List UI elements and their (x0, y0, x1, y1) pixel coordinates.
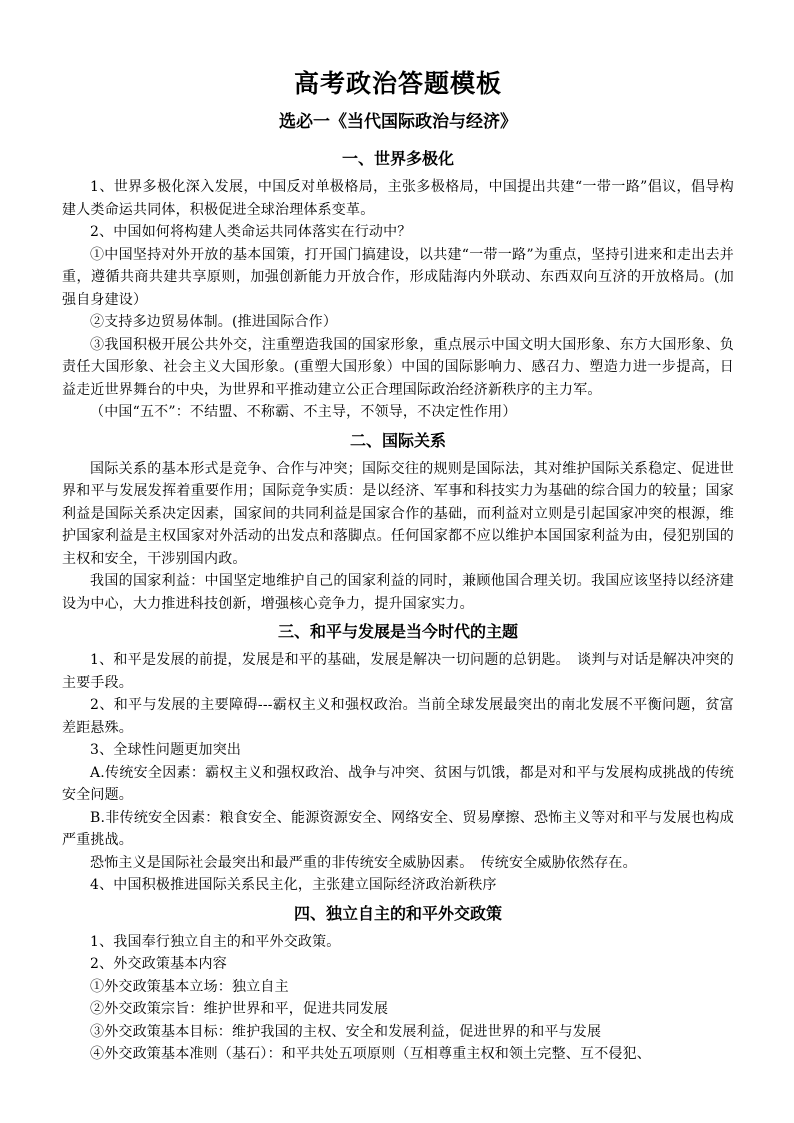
paragraph: 恐怖主义是国际社会最突出和最严重的非传统安全威胁因素。 传统安全威胁依然存在。 (90, 854, 637, 871)
paragraph: ②外交政策宗旨：维护世界和平，促进共同发展 (90, 1001, 389, 1017)
paragraph: 2、和平与发展的主要障碍---霸权主义和强权政治。当前全球发展最突出的南北发展不平衡问题，贫富差距悬殊。 (62, 697, 734, 736)
paragraph: 2、外交政策基本内容 (90, 956, 227, 972)
paragraph: ④外交政策基本准则（基石）：和平共处五项原则（互相尊重主权和领土完整、互不侵犯、 (90, 1046, 651, 1062)
section-heading: 一、世界多极化 (341, 149, 454, 168)
paragraph: 1、和平是发展的前提，发展是和平的基础，发展是解决一切问题的总钥匙。 谈判与对话是解决冲突的主要手段。 (62, 652, 734, 691)
paragraph: 1、我国奉行独立自主的和平外交政策。 (90, 933, 341, 950)
paragraph: A.传统安全因素：霸权主义和强权政治、战争与冲突、贫困与饥饿，都是对和平与发展构成挑战的传统安全问题。 (62, 764, 734, 803)
paragraph: 3、全球性问题更加突出 (90, 742, 242, 758)
section-heading: 三、和平与发展是当今时代的主题 (277, 622, 518, 641)
section-heading: 四、独立自主的和平外交政策 (293, 903, 502, 923)
document-subtitle: 选必一《当代国际政治与经济》 (279, 112, 517, 132)
section-independent-peaceful-foreign-policy (62, 897, 734, 1066)
paragraph: ③外交政策基本目标：维护我国的主权、安全和发展利益，促进世界的和平与发展 (90, 1023, 602, 1040)
paragraph: ①中国坚持对外开放的基本国策，打开国门搞建设，以共建“一带一路”为重点，坚持引进来和走出去并重，遵循共商共建共享原则，加强创新能力开放合作，形成陆海内外联动、东西双向互济的开放格局。(加强自身建设） (62, 246, 734, 308)
section-peace-and-development (62, 615, 734, 897)
document-page (62, 62, 734, 1066)
paragraph: 1、世界多极化深入发展，中国反对单极格局，主张多极格局，中国提出共建“一带一路”倡议，倡导构建人类命运共同体，积极促进全球治理体系变革。 (62, 179, 734, 218)
paragraph: ②支持多边贸易体制。(推进国际合作） (90, 314, 338, 330)
paragraph: 4、中国积极推进国际关系民主化，主张建立国际经济政治新秩序 (90, 877, 497, 893)
paragraph: ③我国积极开展公共外交，注重塑造我国的国家形象，重点展示中国文明大国形象、东方大国形象、负责任大国形象、社会主义大国形象。(重塑大国形象）中国的国际影响力、感召力、塑造力进一步提高，日益走近世界舞台的中央，为世界和平推动建立公正合理国际政治经济新秩序的主力军。 (62, 336, 734, 398)
section-world-multipolarization (62, 142, 734, 424)
paragraph: B.非传统安全因素：粮食安全、能源资源安全、网络安全、贸易摩擦、恐怖主义等对和平与发展也构成严重挑战。 (62, 809, 734, 848)
paragraph: 我国的国家利益：中国坚定地维护自己的国家利益的同时，兼顾他国合理关切。我国应该坚持以经济建设为中心，大力推进科技创新，增强核心竞争力，提升国家实力。 (62, 573, 734, 612)
section-heading: 二、国际关系 (349, 430, 446, 450)
section-international-relations (62, 424, 734, 616)
paragraph: （中国“五不”：不结盟、不称霸、不主导，不领导，不决定性作用） (90, 404, 517, 420)
document-title: 高考政治答题模板 (293, 69, 502, 98)
paragraph: ①外交政策基本立场：独立自主 (90, 978, 289, 995)
paragraph: 2、中国如何将构建人类命运共同体落实在行动中？ (90, 224, 412, 240)
paragraph: 国际关系的基本形式是竞争、合作与冲突；国际交往的规则是国际法，其对维护国际关系稳定、促进世界和平与发展发挥着重要作用；国际竞争实质：是以经济、军事和科技实力为基础的综合国力的较量；国家利益是国际关系决定因素，国家间的共同利益是国家合作的基础，而利益对立则是引起国家冲突的根源，维护国家利益是主权国家对外活动的出发点和落脚点。任何国家都不应以维护本国国家利益为由，侵犯别国的主权和安全，干涉别国内政。 (62, 460, 734, 567)
